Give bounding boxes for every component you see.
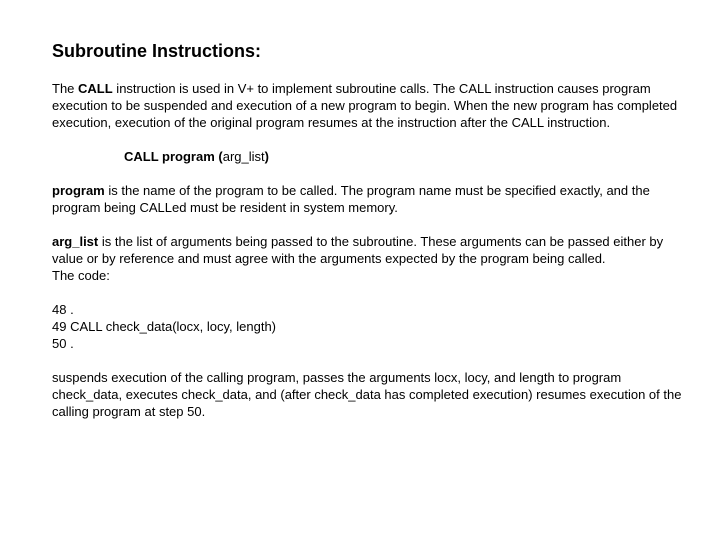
syntax-line — [52, 148, 682, 165]
code-label: The code: — [52, 268, 110, 283]
intro-text: instruction is used in V+ to implement subroutine calls. The CALL instruction causes program execution to be suspended and execution of a new program to begin. When the new program has completed execution, execution of the original program resumes at the instruction after the CALL instruction. — [52, 81, 678, 130]
code-line: 50 . — [52, 336, 74, 351]
syntax-close-paren: ) — [264, 149, 269, 164]
code-block — [52, 301, 682, 352]
syntax-keyword: CALL program — [124, 149, 215, 164]
program-term: program — [52, 183, 105, 198]
code-line: 49 CALL check_data(locx, locy, length) — [52, 319, 277, 334]
syntax-arg: arg_list — [222, 149, 265, 164]
syntax-open-paren: ( — [214, 149, 223, 164]
arglist-term: arg_list — [52, 234, 99, 249]
spacer — [52, 216, 682, 233]
page-title: Subroutine Instructions: — [52, 41, 261, 61]
spacer — [52, 284, 682, 301]
arglist-definition — [52, 233, 682, 284]
arglist-text: is the list of arguments being passed to the subroutine. These arguments can be passed either by value or by reference and must agree with the arguments expected by the program being called. — [52, 234, 664, 266]
intro-keyword: CALL — [78, 81, 113, 96]
program-definition — [52, 182, 682, 216]
intro-lead: The — [52, 81, 79, 96]
slide-content — [52, 40, 682, 420]
code-line: 48 . — [52, 302, 74, 317]
spacer — [52, 352, 682, 369]
spacer — [52, 131, 682, 148]
program-text: is the name of the program to be called. The program name must be specified exactly, and the program being CALLed must be resident in system memory. — [52, 183, 650, 215]
conclusion-paragraph: suspends execution of the calling program, passes the arguments locx, locy, and length to program check_data, executes check_data, and (after check_data has completed execution) resumes execution of the calling program at step 50. — [52, 370, 682, 419]
spacer — [52, 165, 682, 182]
intro-paragraph — [52, 80, 682, 131]
